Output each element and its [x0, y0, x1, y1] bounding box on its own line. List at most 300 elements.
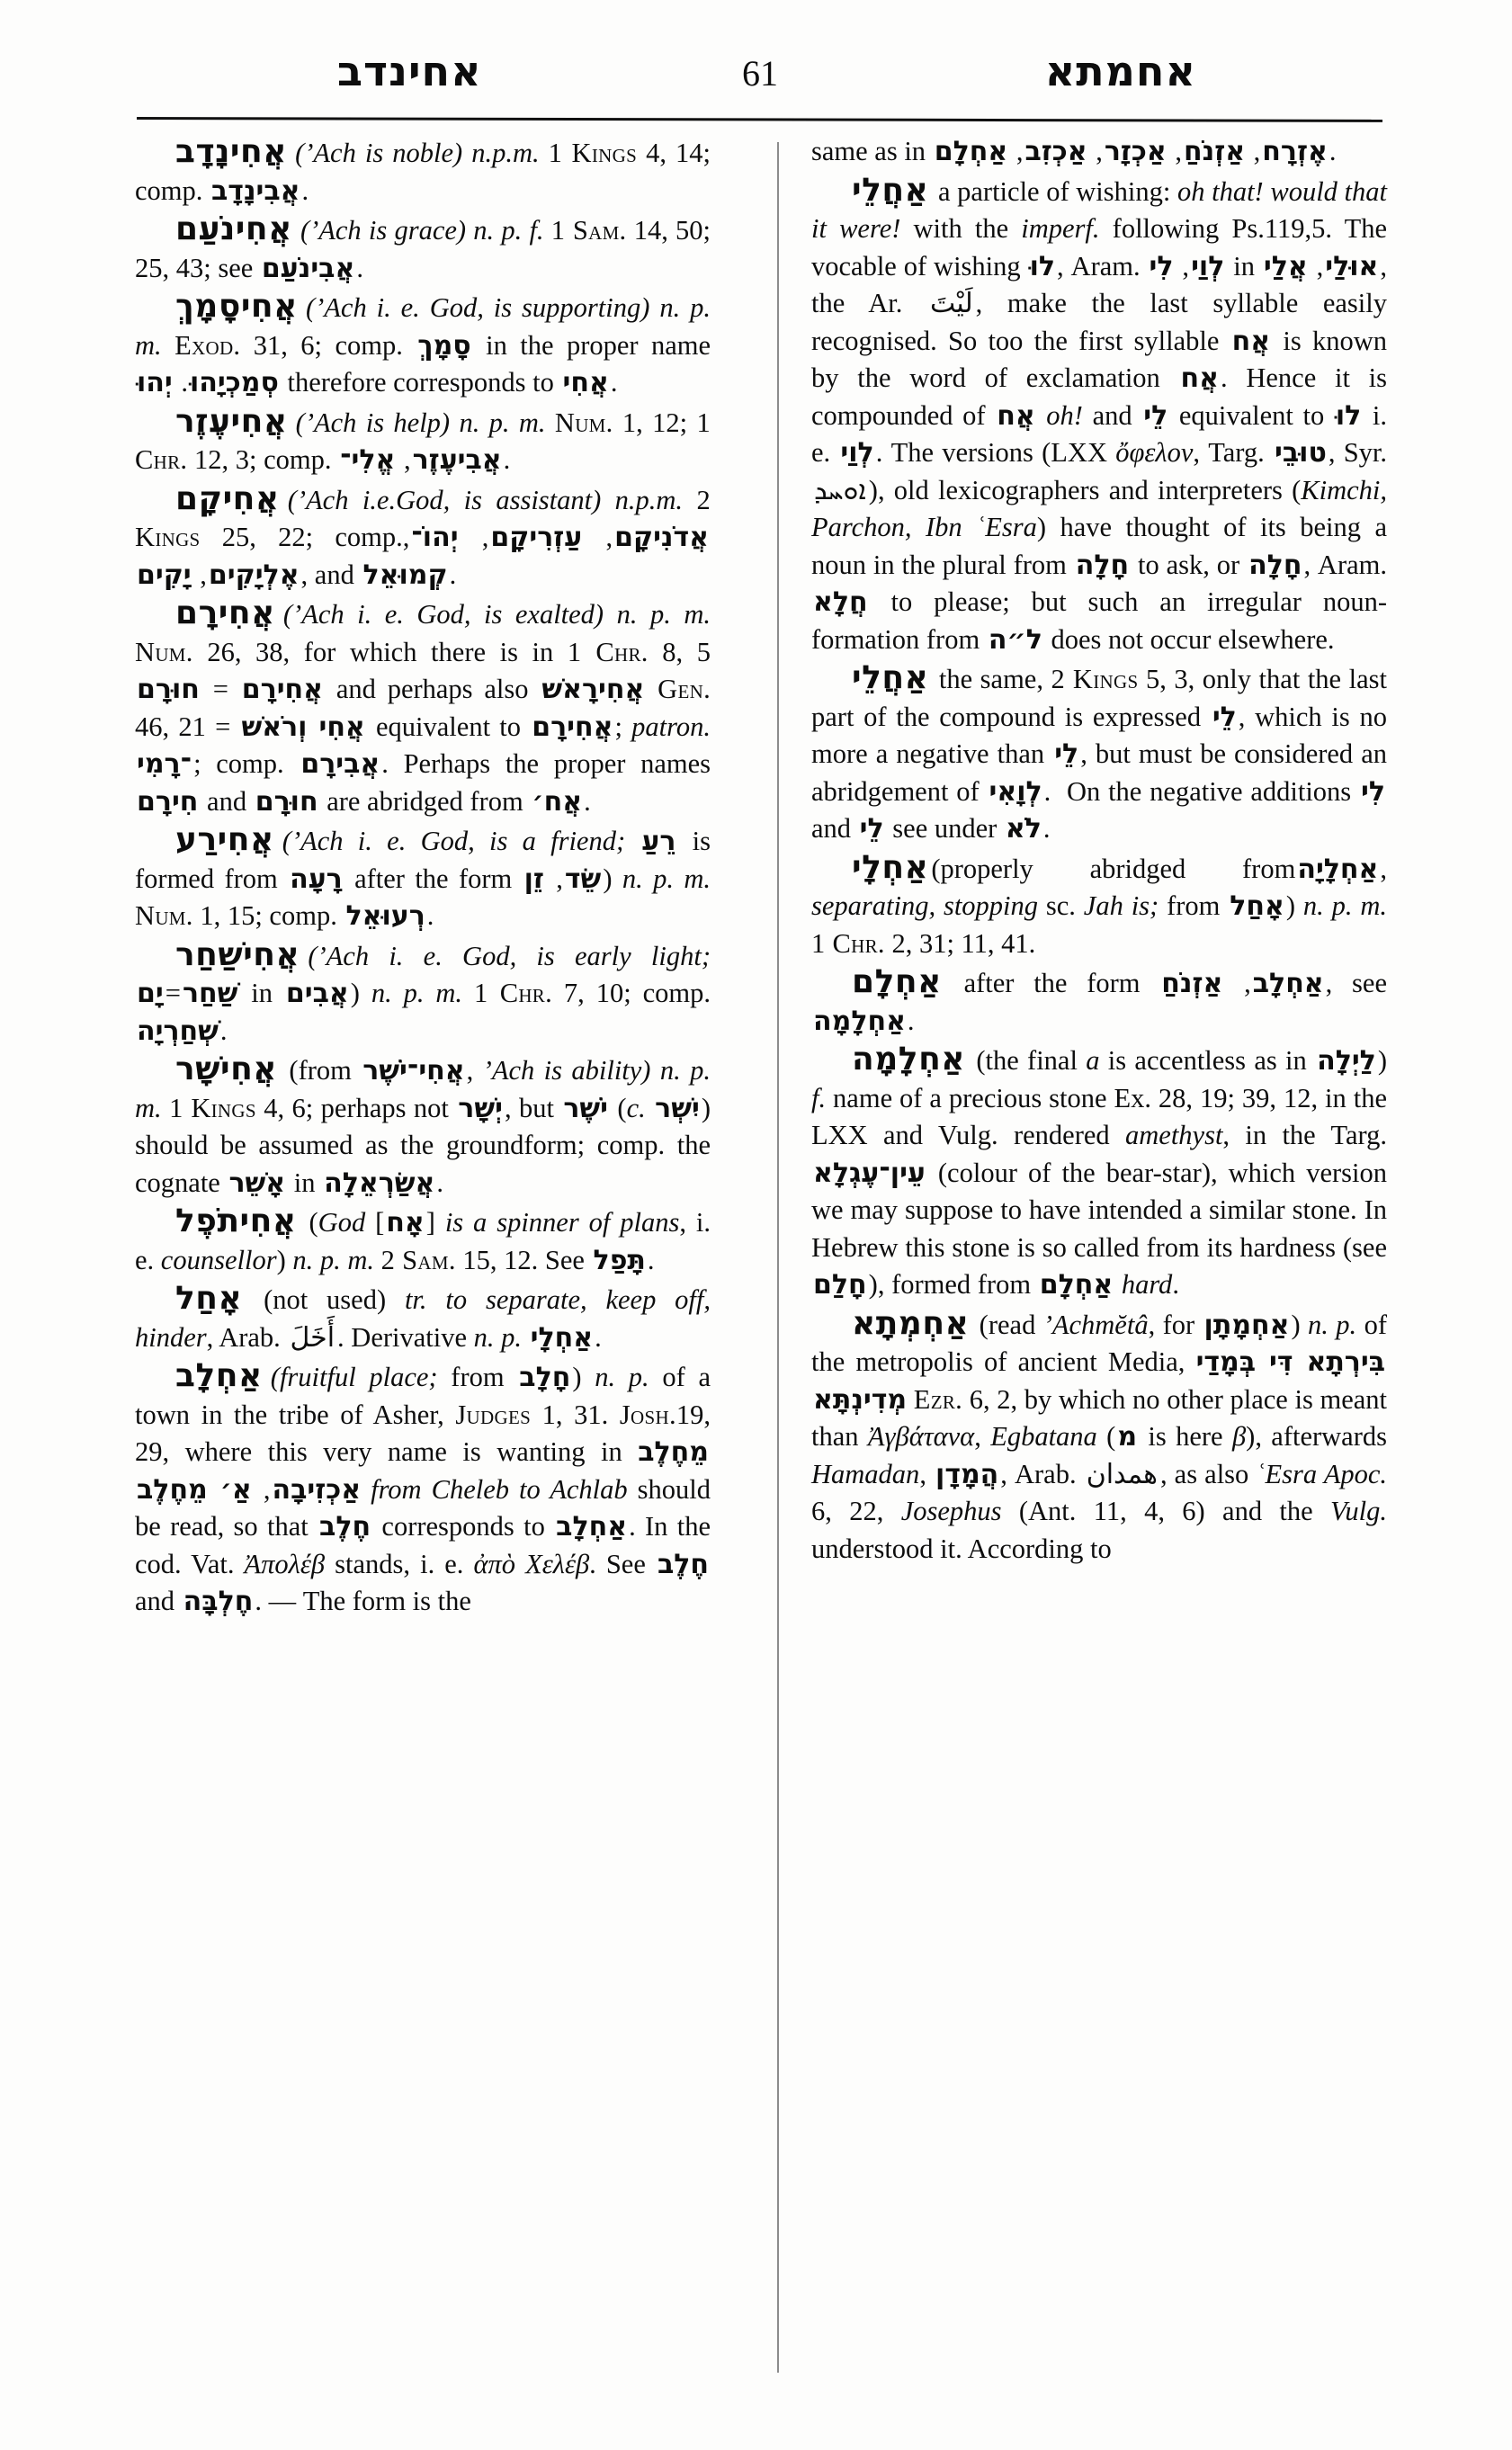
hebrew-inline: רְעוּאֵל: [345, 900, 425, 932]
entry-body: is known by the word of exclamation: [811, 325, 1387, 393]
hebrew-inline: בִּירְתָא דִּי בְּמָדַי מְדִינְתָּא: [813, 1346, 1386, 1416]
hebrew-inline: שַׁחַר: [182, 978, 238, 1009]
hebrew-inline: אֶלְיָקִים: [208, 559, 300, 591]
entry-gloss: (’Ach i. e. God, is early light;: [302, 940, 711, 971]
entry-gloss: ’Achmĕtâ: [1042, 1309, 1149, 1340]
body-columns: [135, 133, 1387, 2400]
hebrew-inline: שְׁחַרְיָה: [137, 1015, 219, 1047]
hebrew-inline: לַיְלָה: [1317, 1045, 1376, 1077]
scripture-ref: 1 Chr.: [567, 636, 649, 667]
entry-body: (: [610, 1092, 627, 1123]
arabic-inline: أَخَلَ: [290, 1321, 336, 1354]
grammar-label: n. p. m.: [371, 978, 463, 1008]
hebrew-inline: אֲשַׂרְאֵלָה: [324, 1167, 435, 1199]
dictionary-entry: [811, 1305, 1387, 1569]
entry-body: should be read, so that: [135, 1473, 711, 1542]
hebrew-inline: ל״ה: [988, 623, 1042, 656]
hebrew-inline: אֲבִינֹעַם: [261, 252, 355, 284]
entry-body: The vocable of wishing: [811, 213, 1387, 282]
entry-body: .: [647, 1244, 655, 1275]
grammar-label: n.p.m.: [614, 484, 684, 515]
grammar-label: n. p. m.: [616, 599, 711, 630]
dictionary-entry: [135, 1357, 711, 1621]
entry-body: 6, 22,: [811, 1496, 901, 1526]
scripture-ref: 1 Chr.: [473, 978, 553, 1008]
entry-body: ), afterwards: [1246, 1421, 1387, 1452]
entry-body: ,: [253, 1473, 271, 1505]
scripture-ref: Josh.: [619, 1399, 676, 1430]
dictionary-entry: [135, 288, 711, 402]
grammar-label: n. p. m.: [135, 1055, 711, 1123]
entry-body: and: [811, 813, 858, 844]
grammar-label: n. p. f.: [473, 215, 544, 246]
entry-body: .: [174, 367, 188, 398]
hebrew-inline: עֵין־עֶגְלָא: [813, 1157, 926, 1189]
hebrew-inline: אַחְלָמָה: [813, 1005, 906, 1037]
entry-gloss: from Cheleb to Achlab: [371, 1473, 628, 1505]
scripture-ref: Num.: [554, 407, 613, 438]
entry-gloss: ’Ach is ability): [482, 1055, 651, 1086]
entry-gloss: ʿEsra Apoc.: [1256, 1458, 1387, 1489]
entry-body: ): [1291, 1309, 1309, 1340]
entry-body: . Hence it is compounded of: [811, 362, 1387, 431]
entry-body: of a town in the tribe of Asher,: [135, 1362, 711, 1430]
entry-gloss: separating, stopping: [811, 890, 1039, 921]
entry-gloss: God: [318, 1207, 366, 1238]
scripture-ref: 1 Chr.: [811, 927, 885, 959]
entry-body: ): [603, 863, 622, 894]
entry-body: .: [426, 900, 434, 931]
entry-body: =: [201, 674, 240, 704]
headword: אֲחִיסָמָךְ: [175, 288, 298, 325]
dictionary-entry: [135, 480, 711, 595]
entry-gloss: Hamadan: [811, 1458, 920, 1489]
hebrew-inline: יֹשֶׁר: [563, 1092, 609, 1124]
entry-body: ,: [466, 1055, 483, 1086]
entry-body: 1, 15; comp.: [192, 900, 344, 931]
hebrew-inline: אֲח: [1231, 325, 1271, 357]
entry-body: , for: [1148, 1309, 1203, 1340]
entry-body: . On the negative additions: [1043, 775, 1359, 807]
entry-body: (Ant. 11, 4, 6) and the: [1001, 1496, 1331, 1526]
dictionary-entry: [135, 133, 711, 210]
entry-body: 12, 3; comp.: [187, 444, 339, 475]
dictionary-entry: [811, 172, 1387, 659]
page-header: [135, 43, 1385, 108]
grammar-label: n. p. m.: [622, 863, 711, 894]
entry-body: ): [276, 1244, 293, 1275]
arabic-inline: لَيْتَ: [929, 288, 973, 319]
entry-body: (: [299, 1207, 318, 1238]
entry-body: , Arab.: [1000, 1458, 1084, 1489]
hebrew-inline: לֵי: [1212, 701, 1237, 733]
entry-body: .: [907, 1005, 915, 1036]
hebrew-inline: לֵי: [859, 813, 884, 845]
entry-body: stands, i. e.: [325, 1548, 474, 1579]
entry-body: .: [219, 1015, 228, 1046]
entry-body: same as in: [811, 136, 933, 166]
entry-body: .: [1042, 813, 1051, 844]
hebrew-inline: לֹא: [1005, 813, 1042, 845]
entry-body: , which is no more a negative than: [811, 701, 1387, 769]
hebrew-inline: אֱלִי־: [340, 444, 396, 476]
scripture-ref: 1 Kings: [548, 138, 638, 168]
entry-gloss: Egbatana: [990, 1421, 1097, 1452]
entry-body: i. e.: [811, 399, 1387, 468]
entry-gloss: (’Ach is help): [290, 407, 451, 438]
hebrew-inline: אֲבִירָם: [300, 748, 380, 780]
entry-body: sc.: [1038, 890, 1084, 921]
entry-gloss: (’Ach i. e. God, is exalted): [277, 599, 604, 630]
entry-body: ,: [1168, 136, 1182, 166]
entry-body: , the Ar.: [811, 250, 1388, 318]
hebrew-inline: לִי: [1149, 250, 1174, 282]
entry-gloss: (’Ach is noble): [289, 138, 463, 168]
hebrew-inline: מ: [1117, 1421, 1138, 1453]
hebrew-inline: חֶלֶב: [657, 1548, 709, 1580]
grammar-label: n. p. m.: [459, 407, 546, 438]
entry-body: .: [584, 785, 591, 817]
column-divider: [777, 142, 779, 2373]
headword: אַחֲלֵי: [852, 659, 929, 696]
hebrew-inline: רָעָה: [290, 863, 343, 895]
hebrew-inline: עַזְרִיקָם: [490, 522, 583, 553]
grammar-label: n. p. m.: [1302, 890, 1387, 921]
headword: אֲחִיקָם: [175, 479, 280, 517]
dictionary-entry: [135, 403, 711, 479]
entry-body: of the metropolis of ancient Media,: [811, 1309, 1387, 1377]
hebrew-inline: אָחַל: [1230, 890, 1284, 922]
entry-gloss: a: [1086, 1045, 1100, 1076]
author-name: Josephus: [900, 1496, 1002, 1526]
entry-body: . Derivative: [337, 1321, 474, 1353]
entry-body: to please; but such an irregular noun-formation from: [811, 586, 1387, 655]
entry-body: in: [239, 978, 284, 1008]
greek-inline: ὄφελον: [1115, 437, 1194, 468]
entry-body: .: [301, 174, 309, 206]
running-head-right: אחמתא: [1044, 47, 1196, 95]
entry-body: , i. e.: [135, 1207, 711, 1275]
dictionary-entry: [135, 821, 711, 935]
entry-body: ,: [402, 522, 410, 552]
hebrew-inline: אַכְזָר: [1104, 136, 1167, 167]
entry-body: the same,: [931, 664, 1051, 694]
hebrew-inline: יָם: [137, 978, 164, 1009]
scripture-ref: 2 Kings: [135, 484, 711, 552]
scripture-ref: Gen.: [658, 674, 711, 704]
entry-body: ,: [460, 522, 489, 552]
headword: אֲחִינֹעַם: [175, 210, 292, 247]
entry-body: ): [1285, 890, 1303, 921]
entry-body: after the form: [344, 863, 523, 894]
entry-body: , Arab.: [206, 1321, 288, 1353]
entry-body: and perhaps also: [324, 674, 541, 704]
headword: אֲחִישָׁר: [175, 1051, 278, 1087]
entry-body: , as also: [1159, 1458, 1257, 1489]
entry-body: ): [572, 1362, 595, 1392]
entry-body: .: [1329, 136, 1337, 166]
hebrew-inline: טוּבֵי: [1275, 437, 1327, 469]
entry-gloss: is a spinner of plans: [444, 1207, 680, 1238]
entry-body: 1, 31.: [541, 1399, 620, 1430]
entry-body: 26, 38, for which there is in: [207, 636, 568, 667]
entry-body: ): [350, 978, 371, 1008]
greek-inline: Ἀγβάτανα: [867, 1421, 975, 1452]
hebrew-inline: יְהוּ: [137, 367, 173, 398]
headword: אַחְלָמָה: [852, 1041, 966, 1077]
scripture-ref: Ps.119,5.: [1231, 213, 1332, 244]
hebrew-inline: אָח: [386, 1207, 425, 1238]
entry-gloss: amethyst: [1125, 1120, 1223, 1150]
entry-body: , but must be considered an abridgement of: [811, 738, 1387, 807]
entry-gloss: (’Ach i. e. God, is supporting): [300, 292, 650, 323]
scripture-ref: Exod.: [174, 329, 241, 361]
entry-body: ;: [614, 711, 632, 742]
entry-body: ) should be assumed as the groundform; comp. the cognate: [135, 1092, 711, 1198]
entry-body: ,: [545, 863, 563, 894]
headword: אֲחִירַע: [175, 821, 274, 858]
entry-body: in: [287, 1167, 323, 1198]
hebrew-inline: אֲחִירָאשׁ: [541, 674, 645, 705]
headword: אֲחִיתֹפֶל: [175, 1203, 297, 1239]
hebrew-inline: ־רָמִי: [137, 748, 192, 780]
entry-body: understood it. According to: [811, 1533, 1112, 1564]
entry-body: ,: [1009, 136, 1024, 166]
dictionary-entry: [811, 963, 1387, 1040]
hebrew-inline: אֲבִינָדָב: [211, 174, 300, 207]
entry-body: (the final: [968, 1045, 1087, 1076]
entry-body: . The versions (LXX: [875, 437, 1116, 468]
greek-inline: ἀπὸ Χελέβ: [473, 1548, 590, 1579]
hebrew-inline: אַזְנֹחַ: [1161, 968, 1223, 999]
hebrew-inline: לְוָאִי: [989, 775, 1042, 808]
entry-gloss: (fruitful place;: [264, 1362, 438, 1392]
hebrew-inline: אָשֵׁר: [228, 1167, 286, 1199]
scripture-ref: Num.: [135, 636, 193, 667]
entry-body: ,: [397, 444, 411, 475]
dictionary-entry: [811, 849, 1387, 963]
entry-body: (properly abridged from: [931, 853, 1296, 884]
hebrew-inline: חוּרָם: [255, 785, 318, 818]
hebrew-inline: חָלָה: [1075, 549, 1130, 581]
entry-body: (colour of the bear-star), which version we may suppose to have intended a similar stone. In Hebrew this stone is so called from its hardness (see: [811, 1157, 1387, 1263]
entry-body: 14, 50; 25, 43; see: [135, 215, 711, 283]
grammar-label: n. p. m.: [292, 1244, 375, 1275]
hebrew-inline: יִשְׁר: [655, 1092, 700, 1124]
hebrew-inline: לֵי: [1143, 399, 1168, 432]
entry-body: , and: [300, 559, 362, 590]
entry-body: ,: [1224, 968, 1251, 998]
grammar-label: n. p.: [595, 1362, 649, 1392]
hebrew-inline: אֲח: [997, 399, 1035, 432]
entry-continuation: [811, 133, 1387, 171]
scripture-ref: Num.: [135, 900, 193, 931]
entry-body: from: [437, 1362, 518, 1392]
headword: אַחְלָי: [852, 848, 929, 886]
entry-body: (not used): [245, 1284, 405, 1315]
scripture-ref: 1 Chr.: [135, 407, 711, 475]
entry-body: 8, 5: [648, 636, 711, 667]
hebrew-inline: לוּ: [1029, 250, 1056, 282]
entry-body: , Aram.: [1057, 250, 1148, 282]
hebrew-inline: אֲחִי וְרֹאשׁ: [241, 711, 365, 743]
entry-body: is accentless as in: [1099, 1045, 1316, 1076]
hebrew-inline: אַחְלָי: [530, 1321, 594, 1354]
entry-gloss: (’Ach is grace): [294, 215, 467, 246]
scripture-ref: 1 Kings: [169, 1092, 256, 1123]
scripture-ref: Judges: [455, 1399, 532, 1430]
entry-body: . See: [589, 1548, 656, 1579]
hebrew-inline: אֲחִירָם: [241, 674, 323, 705]
hebrew-inline: אֲדֹנִיקָם: [614, 522, 709, 553]
hebrew-inline: הֲמָדָן: [935, 1458, 999, 1490]
hebrew-inline: אֲחִי־יֹשֶׁר: [362, 1055, 465, 1086]
hebrew-inline: אַחְמָתָן: [1203, 1309, 1290, 1341]
entry-body: 4, 6; perhaps not: [255, 1092, 457, 1123]
entry-body: after the form: [944, 968, 1160, 998]
hebrew-inline: מֵחֶלֶב אַכְזִיבָה: [272, 1436, 709, 1506]
hebrew-inline: חָלָב: [519, 1362, 571, 1393]
entry-body: ,: [192, 559, 207, 590]
dictionary-entry: [135, 936, 711, 1051]
entry-body: in: [1226, 250, 1262, 282]
hebrew-inline: לְוַי: [1191, 250, 1225, 282]
entry-body: (from: [280, 1055, 362, 1086]
headword: אַחְלָם: [852, 963, 942, 1000]
entry-body: .: [610, 367, 618, 398]
hebrew-inline: יָקִים: [137, 559, 192, 591]
dictionary-entry: [135, 1051, 711, 1202]
grammar-label: f.: [811, 1082, 827, 1113]
entry-body: ): [1377, 1045, 1387, 1076]
hebrew-inline: לוּ: [1335, 399, 1362, 432]
entry-gloss: (’Ach i.e.God, is assistant): [282, 484, 602, 515]
entry-body: from: [1159, 890, 1229, 921]
right-column: [811, 133, 1387, 2400]
entry-body: , Targ.: [1193, 437, 1274, 468]
grammar-label: n. p.: [473, 1321, 523, 1353]
entry-body: , Aram.: [1303, 549, 1388, 580]
hebrew-inline: זֵן: [523, 863, 544, 895]
entry-body: therefore corresponds to: [280, 367, 561, 398]
hebrew-inline: אַזְנֹחַ: [1183, 136, 1246, 167]
hebrew-inline: חֶלְבָּה: [183, 1586, 254, 1617]
hebrew-inline: תָּפַל: [593, 1244, 646, 1276]
hebrew-inline: חוּרָם: [137, 674, 200, 705]
entry-gloss: Vulg.: [1330, 1496, 1387, 1526]
hebrew-inline: אַכְזִב: [1024, 136, 1087, 167]
entry-body: =: [165, 978, 181, 1008]
entry-body: ), old lexicographers and interpreters (: [868, 474, 1302, 505]
entry-body: 2, 31; 11, 41.: [884, 927, 1036, 959]
entry-body: .: [436, 1167, 443, 1198]
dictionary-entry: [135, 210, 711, 287]
entry-body: [361, 1474, 371, 1505]
entry-gloss: hard: [1121, 1269, 1173, 1300]
dictionary-entry: אֲחִיתֹפֶל (God [אָח] is a spinner of plans, i. e. counsellor) n. p. m. 2 Sam. 15, 12. See תָּפַל.: [135, 1203, 711, 1276]
entry-body: following: [1099, 213, 1232, 244]
entry-body: .: [449, 559, 457, 590]
greek-inline: Ἀπολέβ: [244, 1548, 326, 1579]
entry-body: a particle of wishing:: [931, 175, 1177, 207]
headword: אֲחִישַׁחַר: [175, 935, 300, 973]
entry-body: equivalent to: [366, 711, 531, 742]
entry-gloss: counsellor: [160, 1244, 277, 1275]
hebrew-inline: אֲלַי: [1263, 250, 1308, 282]
grammar-label: n. p. m.: [135, 292, 711, 361]
grammar-label: tr. to separate, keep off, hinder: [135, 1284, 711, 1353]
hebrew-inline: יְהוֹ־: [411, 522, 459, 553]
entry-body: , make the last syllable easily recognised. So too the first syllable: [811, 288, 1387, 356]
headword: אָחַל: [175, 1280, 243, 1317]
entry-body: , in the Targ.: [1222, 1120, 1388, 1150]
left-column: [135, 133, 711, 2400]
entry-body: ,: [974, 1421, 991, 1452]
hebrew-inline: יְשָׁר: [458, 1092, 503, 1124]
scripture-ref: Ezr.: [913, 1383, 963, 1415]
hebrew-inline: אֲבִים: [285, 978, 349, 1009]
entry-body: and: [1082, 399, 1142, 431]
hebrew-inline: אַ׳ מֵחֶלֶב: [137, 1473, 252, 1506]
entry-body: 5, 3, only that the last part of the compound is expressed: [811, 664, 1387, 732]
entry-body: ) have thought of its being a noun in the plural from: [811, 512, 1387, 580]
hebrew-inline: קְמוּאֵל: [362, 559, 448, 591]
entry-body: 25, 22; comp.: [200, 522, 403, 552]
entry-body: ), formed from: [868, 1269, 1038, 1300]
hebrew-inline: אֲחִירָם: [532, 711, 613, 743]
hebrew-inline: חָלַם: [813, 1269, 867, 1301]
hebrew-inline: אַחְלָב: [556, 1511, 628, 1542]
entry-body: to ask, or: [1131, 549, 1248, 580]
entry-body: in the proper name: [472, 329, 711, 361]
entry-body: , Syr.: [1328, 437, 1388, 468]
syriac-inline: ܐܘܚܕ: [814, 474, 866, 506]
entry-body: . Perhaps the proper names: [381, 748, 711, 779]
hebrew-inline: חִירָם: [137, 785, 199, 818]
entry-body: .: [356, 252, 363, 283]
page-number: 61: [742, 53, 778, 94]
hebrew-inline: אֲחִי: [562, 367, 609, 398]
entry-body: are abridged from: [319, 785, 531, 817]
entry-body: .: [503, 444, 511, 475]
entry-body: 19, 29, where this very name is wanting in: [135, 1399, 711, 1467]
entry-gloss: oh that! would that it were!: [811, 175, 1387, 244]
entry-body: ,: [1309, 250, 1324, 282]
grammar-label: n. p.: [1308, 1309, 1357, 1340]
scripture-ref: 2 Sam.: [380, 1244, 456, 1275]
entry-body: (: [1096, 1421, 1116, 1452]
grammar-label: imperf.: [1021, 213, 1100, 244]
entry-body: [646, 674, 658, 704]
entry-body: and: [135, 1586, 182, 1616]
entry-body: is here: [1139, 1421, 1232, 1452]
entry-body: 4, 14; comp.: [135, 138, 711, 206]
scripture-ref: 2 Kings: [1051, 664, 1139, 694]
hebrew-inline: חֲלָא: [813, 586, 868, 618]
hebrew-inline: סְמַכְיָהוּ: [190, 367, 279, 398]
entry-body: .: [1172, 1269, 1179, 1300]
headword: אַחֲלֵי: [852, 171, 929, 209]
hebrew-inline: שֵׂד: [564, 863, 602, 895]
dictionary-entry: [135, 595, 711, 820]
hebrew-inline: אַחְלָם: [1039, 1269, 1114, 1301]
entry-body: [907, 1384, 914, 1415]
header-rule: [137, 117, 1382, 122]
entry-body: ,: [1175, 250, 1190, 282]
entry-body: , but: [504, 1092, 562, 1123]
entry-body: 6, 2, by which no other place is meant than: [811, 1383, 1387, 1452]
entry-body: see under: [885, 813, 1004, 844]
